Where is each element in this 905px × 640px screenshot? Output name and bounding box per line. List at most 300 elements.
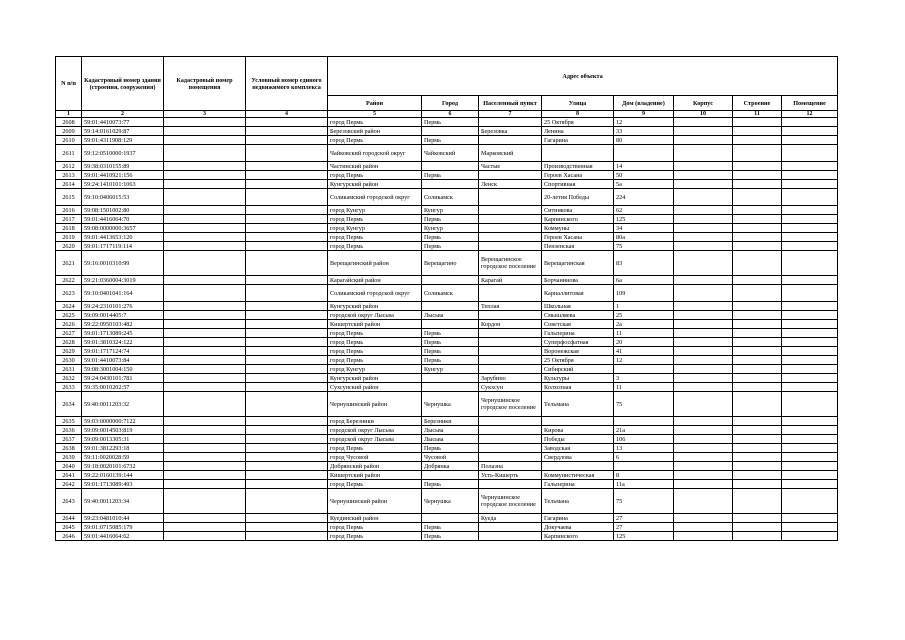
korpus-cell [674, 233, 733, 242]
korpus-cell [674, 392, 733, 417]
table-row [56, 233, 838, 242]
city-cell: Пермь [422, 233, 479, 242]
table-row [56, 276, 838, 285]
header-stroenie: Строение [733, 96, 782, 111]
city-cell [422, 127, 479, 136]
table-row [56, 532, 838, 541]
city-cell: Пермь [422, 215, 479, 224]
house-cell: 11а [614, 480, 674, 489]
cond-number-cell [246, 374, 328, 383]
settlement-cell [479, 523, 542, 532]
cad-room-cell [164, 365, 246, 374]
column-numbers-row [56, 111, 838, 118]
district-cell: город Пермь [328, 215, 422, 224]
street-cell: Героев Хасана [542, 171, 614, 180]
street-cell: Гагарина [542, 136, 614, 145]
pomeshchenie-cell [782, 302, 838, 311]
district-cell: город Кунгур [328, 365, 422, 374]
stroenie-cell [733, 251, 782, 276]
table-row [56, 462, 838, 471]
table-row [56, 374, 838, 383]
row-number: 2629 [56, 347, 82, 356]
cond-number-cell [246, 118, 328, 127]
header-address: Адрес объекта [328, 57, 838, 96]
korpus-cell [674, 162, 733, 171]
house-cell: 80 [614, 136, 674, 145]
settlement-cell [479, 285, 542, 302]
table-row [56, 302, 838, 311]
header-house: Дом (владение) [614, 96, 674, 111]
cad-building-cell: 59:11:0020028:59 [82, 453, 164, 462]
cad-building-cell: 59:24:1410101:1063 [82, 180, 164, 189]
cad-building-cell: 59:22:0950103:482 [82, 320, 164, 329]
cad-building-cell: 59:18:0020101:6732 [82, 462, 164, 471]
stroenie-cell [733, 329, 782, 338]
city-cell [422, 383, 479, 392]
district-cell: город Пермь [328, 532, 422, 541]
row-number: 2615 [56, 189, 82, 206]
korpus-cell [674, 462, 733, 471]
row-number: 2626 [56, 320, 82, 329]
street-cell: Кирова [542, 426, 614, 435]
cad-room-cell [164, 329, 246, 338]
city-cell: Лысьва [422, 426, 479, 435]
district-cell: Добрянский район [328, 462, 422, 471]
cad-room-cell [164, 145, 246, 162]
settlement-cell [479, 532, 542, 541]
pomeshchenie-cell [782, 276, 838, 285]
stroenie-cell [733, 276, 782, 285]
district-cell: город Пермь [328, 480, 422, 489]
korpus-cell [674, 180, 733, 189]
column-number: 9 [614, 111, 674, 118]
cond-number-cell [246, 417, 328, 426]
cond-number-cell [246, 471, 328, 480]
cad-building-cell: 59:01:4410073:84 [82, 356, 164, 365]
korpus-cell [674, 251, 733, 276]
table-row [56, 127, 838, 136]
column-number: 8 [542, 111, 614, 118]
pomeshchenie-cell [782, 311, 838, 320]
stroenie-cell [733, 302, 782, 311]
street-cell: Свердлова [542, 453, 614, 462]
cad-room-cell [164, 251, 246, 276]
table-row [56, 224, 838, 233]
cad-room-cell [164, 417, 246, 426]
stroenie-cell [733, 392, 782, 417]
cad-room-cell [164, 480, 246, 489]
cad-room-cell [164, 532, 246, 541]
city-cell: Пермь [422, 242, 479, 251]
cad-building-cell: 59:09:0014405:7 [82, 311, 164, 320]
street-cell: Тельмана [542, 489, 614, 514]
cad-room-cell [164, 426, 246, 435]
row-number: 2633 [56, 383, 82, 392]
settlement-cell [479, 453, 542, 462]
city-cell: Кунгур [422, 206, 479, 215]
settlement-cell [479, 480, 542, 489]
cad-room-cell [164, 118, 246, 127]
korpus-cell [674, 444, 733, 453]
korpus-cell [674, 435, 733, 444]
stroenie-cell [733, 514, 782, 523]
table-row [56, 417, 838, 426]
district-cell: город Пермь [328, 444, 422, 453]
street-cell: Ситникова [542, 206, 614, 215]
settlement-cell [479, 189, 542, 206]
stroenie-cell [733, 523, 782, 532]
house-cell: 125 [614, 532, 674, 541]
korpus-cell [674, 276, 733, 285]
cond-number-cell [246, 392, 328, 417]
district-cell: город Пермь [328, 233, 422, 242]
cad-building-cell: 59:12:0510000:1937 [82, 145, 164, 162]
cad-room-cell [164, 489, 246, 514]
pomeshchenie-cell [782, 171, 838, 180]
row-number: 2625 [56, 311, 82, 320]
cond-number-cell [246, 276, 328, 285]
street-cell: Школьная [542, 302, 614, 311]
city-cell: Чайковский [422, 145, 479, 162]
settlement-cell: Березовка [479, 127, 542, 136]
header-pomeshchenie: Помещение [782, 96, 838, 111]
district-cell: город Пермь [328, 136, 422, 145]
header-cond-number: Условный номер единого недвижимого комплекса [246, 57, 328, 111]
house-cell: 21а [614, 426, 674, 435]
house-cell: 20 [614, 338, 674, 347]
street-cell [542, 145, 614, 162]
cond-number-cell [246, 233, 328, 242]
cad-room-cell [164, 206, 246, 215]
city-cell: Соликамск [422, 189, 479, 206]
cad-room-cell [164, 311, 246, 320]
cad-room-cell [164, 347, 246, 356]
district-cell: Кунгурский район [328, 180, 422, 189]
row-number: 2608 [56, 118, 82, 127]
column-number: 10 [674, 111, 733, 118]
korpus-cell [674, 145, 733, 162]
street-cell: Тельмана [542, 392, 614, 417]
pomeshchenie-cell [782, 145, 838, 162]
table-row [56, 145, 838, 162]
cad-building-cell: 59:08:0000000:3657 [82, 224, 164, 233]
row-number: 2630 [56, 356, 82, 365]
city-cell [422, 320, 479, 329]
table-row [56, 311, 838, 320]
street-cell: Ленина [542, 127, 614, 136]
cond-number-cell [246, 444, 328, 453]
column-number: 4 [246, 111, 328, 118]
district-cell: Чернушинский район [328, 489, 422, 514]
cad-room-cell [164, 453, 246, 462]
table-row [56, 180, 838, 189]
settlement-cell: Карагай [479, 276, 542, 285]
stroenie-cell [733, 180, 782, 189]
house-cell: 41 [614, 347, 674, 356]
district-cell: город Пермь [328, 347, 422, 356]
korpus-cell [674, 383, 733, 392]
city-cell: Березники [422, 417, 479, 426]
row-number: 2641 [56, 471, 82, 480]
header-cad-building: Кадастровый номер здания (строения, сооружения) [82, 57, 164, 111]
table-row [56, 338, 838, 347]
district-cell: Куединский район [328, 514, 422, 523]
row-number: 2640 [56, 462, 82, 471]
stroenie-cell [733, 285, 782, 302]
table-row [56, 356, 838, 365]
cad-room-cell [164, 285, 246, 302]
cond-number-cell [246, 365, 328, 374]
pomeshchenie-cell [782, 383, 838, 392]
cad-building-cell: 59:24:2310101:276 [82, 302, 164, 311]
stroenie-cell [733, 444, 782, 453]
cad-building-cell: 59:01:1713089:245 [82, 329, 164, 338]
korpus-cell [674, 242, 733, 251]
settlement-cell: Зарубино [479, 374, 542, 383]
district-cell: город Чусовой [328, 453, 422, 462]
row-number: 2632 [56, 374, 82, 383]
street-cell: Воронежская [542, 347, 614, 356]
row-number: 2634 [56, 392, 82, 417]
row-number: 2611 [56, 145, 82, 162]
city-cell: Пермь [422, 329, 479, 338]
cad-room-cell [164, 276, 246, 285]
cad-room-cell [164, 162, 246, 171]
table-row [56, 285, 838, 302]
table-row [56, 426, 838, 435]
settlement-cell [479, 444, 542, 453]
row-number: 2644 [56, 514, 82, 523]
cad-building-cell: 59:21:0360004:3019 [82, 276, 164, 285]
district-cell: Соликамский городской округ [328, 285, 422, 302]
city-cell: Кунгур [422, 224, 479, 233]
stroenie-cell [733, 311, 782, 320]
stroenie-cell [733, 136, 782, 145]
row-number: 2639 [56, 453, 82, 462]
settlement-cell: Полазна [479, 462, 542, 471]
column-number: 5 [328, 111, 422, 118]
settlement-cell: Марковский [479, 145, 542, 162]
settlement-cell [479, 435, 542, 444]
pomeshchenie-cell [782, 136, 838, 145]
street-cell: Советская [542, 320, 614, 329]
district-cell: Частинский район [328, 162, 422, 171]
cond-number-cell [246, 215, 328, 224]
stroenie-cell [733, 215, 782, 224]
district-cell: город Пермь [328, 118, 422, 127]
cond-number-cell [246, 383, 328, 392]
district-cell: город Пермь [328, 242, 422, 251]
korpus-cell [674, 320, 733, 329]
cond-number-cell [246, 302, 328, 311]
street-cell: Борчанинова [542, 276, 614, 285]
street-cell: Карналлитовая [542, 285, 614, 302]
pomeshchenie-cell [782, 453, 838, 462]
street-cell: Коммуны [542, 224, 614, 233]
city-cell: Добрянка [422, 462, 479, 471]
street-cell [542, 462, 614, 471]
city-cell: Верещагино [422, 251, 479, 276]
column-number: 6 [422, 111, 479, 118]
korpus-cell [674, 224, 733, 233]
stroenie-cell [733, 356, 782, 365]
city-cell: Кунгур [422, 365, 479, 374]
row-number: 2620 [56, 242, 82, 251]
korpus-cell [674, 171, 733, 180]
city-cell [422, 180, 479, 189]
street-cell: Коммунистическая [542, 471, 614, 480]
district-cell: Соликамский городской округ [328, 189, 422, 206]
cad-room-cell [164, 356, 246, 365]
pomeshchenie-cell [782, 118, 838, 127]
table-row [56, 329, 838, 338]
house-cell [614, 145, 674, 162]
pomeshchenie-cell [782, 426, 838, 435]
table-row [56, 206, 838, 215]
cad-building-cell: 59:24:0430101:781 [82, 374, 164, 383]
street-cell: Спортивная [542, 180, 614, 189]
cad-room-cell [164, 374, 246, 383]
table-row [56, 480, 838, 489]
stroenie-cell [733, 365, 782, 374]
pomeshchenie-cell [782, 233, 838, 242]
city-cell: Лысьва [422, 435, 479, 444]
district-cell: Чернушинский район [328, 392, 422, 417]
stroenie-cell [733, 189, 782, 206]
street-cell: Докучаева [542, 523, 614, 532]
street-cell: Карпинского [542, 532, 614, 541]
stroenie-cell [733, 435, 782, 444]
house-cell: 11 [614, 383, 674, 392]
cad-room-cell [164, 523, 246, 532]
column-number: 3 [164, 111, 246, 118]
house-cell: 12 [614, 118, 674, 127]
table-row [56, 251, 838, 276]
cond-number-cell [246, 514, 328, 523]
cad-room-cell [164, 383, 246, 392]
column-number: 11 [733, 111, 782, 118]
settlement-cell: Кордон [479, 320, 542, 329]
korpus-cell [674, 127, 733, 136]
korpus-cell [674, 215, 733, 224]
settlement-cell: Верещагинское городское поселение [479, 251, 542, 276]
table-row [56, 162, 838, 171]
row-number: 2616 [56, 206, 82, 215]
city-cell [422, 276, 479, 285]
cad-room-cell [164, 444, 246, 453]
table-row [56, 171, 838, 180]
row-number: 2613 [56, 171, 82, 180]
cond-number-cell [246, 489, 328, 514]
settlement-cell: Чернушинское городское поселение [479, 392, 542, 417]
table-row [56, 118, 838, 127]
street-cell: Гагарина [542, 514, 614, 523]
cond-number-cell [246, 145, 328, 162]
row-number: 2642 [56, 480, 82, 489]
settlement-cell [479, 311, 542, 320]
table-row [56, 453, 838, 462]
stroenie-cell [733, 471, 782, 480]
house-cell: 62 [614, 206, 674, 215]
cad-building-cell: 59:08:3001004:150 [82, 365, 164, 374]
settlement-cell [479, 338, 542, 347]
table-row [56, 320, 838, 329]
district-cell: город Березники [328, 417, 422, 426]
table-row [56, 242, 838, 251]
table-row [56, 444, 838, 453]
city-cell: Соликамск [422, 285, 479, 302]
header-district: Район [328, 96, 422, 111]
city-cell: Пермь [422, 338, 479, 347]
settlement-cell: Теплая [479, 302, 542, 311]
stroenie-cell [733, 127, 782, 136]
city-cell: Пермь [422, 523, 479, 532]
korpus-cell [674, 471, 733, 480]
table-row [56, 523, 838, 532]
row-number: 2623 [56, 285, 82, 302]
korpus-cell [674, 118, 733, 127]
row-number: 2643 [56, 489, 82, 514]
city-cell: Пермь [422, 347, 479, 356]
cad-room-cell [164, 302, 246, 311]
cond-number-cell [246, 224, 328, 233]
cond-number-cell [246, 320, 328, 329]
pomeshchenie-cell [782, 417, 838, 426]
cad-room-cell [164, 127, 246, 136]
settlement-cell [479, 171, 542, 180]
house-cell: 75 [614, 392, 674, 417]
korpus-cell [674, 206, 733, 215]
row-number: 2618 [56, 224, 82, 233]
cad-building-cell: 59:35:0010202:57 [82, 383, 164, 392]
district-cell: Чайковский городской округ [328, 145, 422, 162]
cond-number-cell [246, 162, 328, 171]
row-number: 2635 [56, 417, 82, 426]
row-number: 2636 [56, 426, 82, 435]
korpus-cell [674, 489, 733, 514]
cad-building-cell: 59:01:4410921:156 [82, 171, 164, 180]
house-cell: 6 [614, 453, 674, 462]
settlement-cell [479, 242, 542, 251]
settlement-cell [479, 118, 542, 127]
row-number: 2624 [56, 302, 82, 311]
street-cell: Гальперина [542, 480, 614, 489]
district-cell: Карагайский район [328, 276, 422, 285]
house-cell [614, 417, 674, 426]
header-cad-room: Кадастровый номер помещения [164, 57, 246, 111]
table-row [56, 189, 838, 206]
cad-building-cell: 59:14:0161029:87 [82, 127, 164, 136]
district-cell: городской округ Лысьва [328, 311, 422, 320]
street-cell: 25 Октября [542, 118, 614, 127]
house-cell: 5а [614, 180, 674, 189]
korpus-cell [674, 338, 733, 347]
pomeshchenie-cell [782, 356, 838, 365]
house-cell: 224 [614, 189, 674, 206]
cad-building-cell: 59:01:4311908:129 [82, 136, 164, 145]
cond-number-cell [246, 480, 328, 489]
cad-building-cell: 59:01:3810324:122 [82, 338, 164, 347]
city-cell: Чернушка [422, 392, 479, 417]
street-cell: Победы [542, 435, 614, 444]
street-cell [542, 417, 614, 426]
cond-number-cell [246, 426, 328, 435]
cad-building-cell: 59:01:4416064:70 [82, 215, 164, 224]
district-cell: Сухсунский район [328, 383, 422, 392]
pomeshchenie-cell [782, 523, 838, 532]
district-cell: Кунгурский район [328, 374, 422, 383]
street-cell: 20-летия Победы [542, 189, 614, 206]
